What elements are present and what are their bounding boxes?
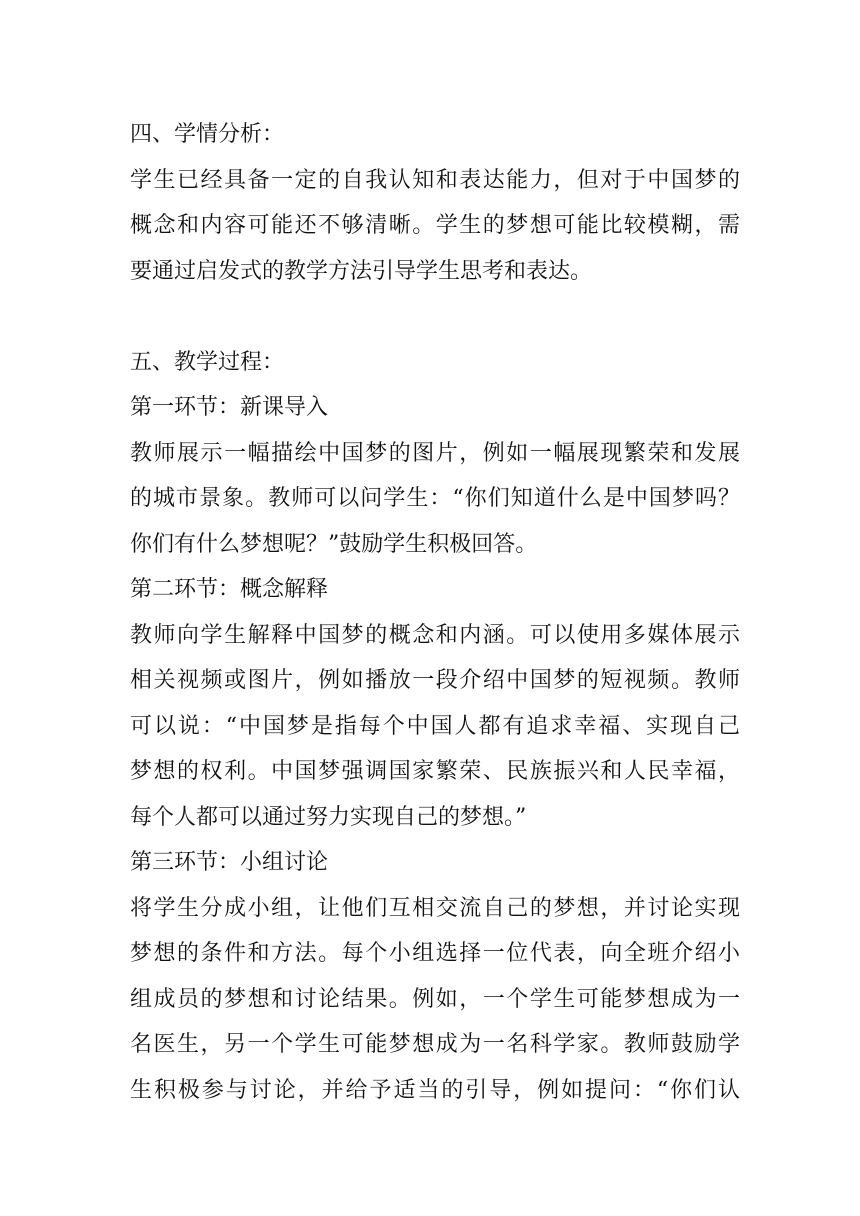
paragraph-line: 概念和内容可能还不够清晰。学生的梦想可能比较模糊，需 [130, 213, 740, 238]
section-heading-teaching-process: 五、教学过程： [130, 349, 285, 375]
paragraph-line: 梦想的权利。中国梦强调国家繁荣、民族振兴和人民幸福， [130, 759, 740, 784]
paragraph-line: 将学生分成小组，让他们互相交流自己的梦想，并讨论实现 [130, 895, 740, 921]
paragraph-line: 要通过启发式的教学方法引导学生思考和表达。 [130, 258, 593, 284]
step-title-introduction: 第一环节：新课导入 [130, 395, 329, 420]
paragraph-line: 组成员的梦想和讨论结果。例如，一个学生可能梦想成为一 [130, 986, 740, 1012]
paragraph-line: 梦想的条件和方法。每个小组选择一位代表，向全班介绍小 [130, 941, 740, 966]
paragraph-line: 学生已经具备一定的自我认知和表达能力，但对于中国梦的 [130, 167, 740, 193]
paragraph-line: 教师展示一幅描绘中国梦的图片，例如一幅展现繁荣和发展 [130, 440, 740, 466]
paragraph-line: 你们有什么梦想呢？”鼓励学生积极回答。 [130, 531, 538, 557]
paragraph-line: 可以说：“中国梦是指每个中国人都有追求幸福、实现自己 [130, 713, 740, 739]
paragraph-line: 每个人都可以通过努力实现自己的梦想。” [130, 804, 527, 830]
paragraph-line: 的城市景象。教师可以问学生：“你们知道什么是中国梦吗？ [130, 486, 740, 511]
step-title-group-discussion: 第三环节：小组讨论 [130, 850, 329, 875]
step-title-concept: 第二环节：概念解释 [130, 577, 329, 602]
document-page [130, 112, 740, 1113]
paragraph-line: 名医生，另一个学生可能梦想成为一名科学家。教师鼓励学 [130, 1032, 740, 1057]
section-spacer [130, 294, 740, 340]
section-heading-student-analysis: 四、学情分析： [130, 122, 285, 147]
paragraph-line: 相关视频或图片，例如播放一段介绍中国梦的短视频。教师 [130, 668, 740, 693]
paragraph-line: 教师向学生解释中国梦的概念和内涵。可以使用多媒体展示 [130, 622, 740, 648]
paragraph-line: 生积极参与讨论，并给予适当的引导，例如提问：“你们认 [130, 1077, 740, 1103]
